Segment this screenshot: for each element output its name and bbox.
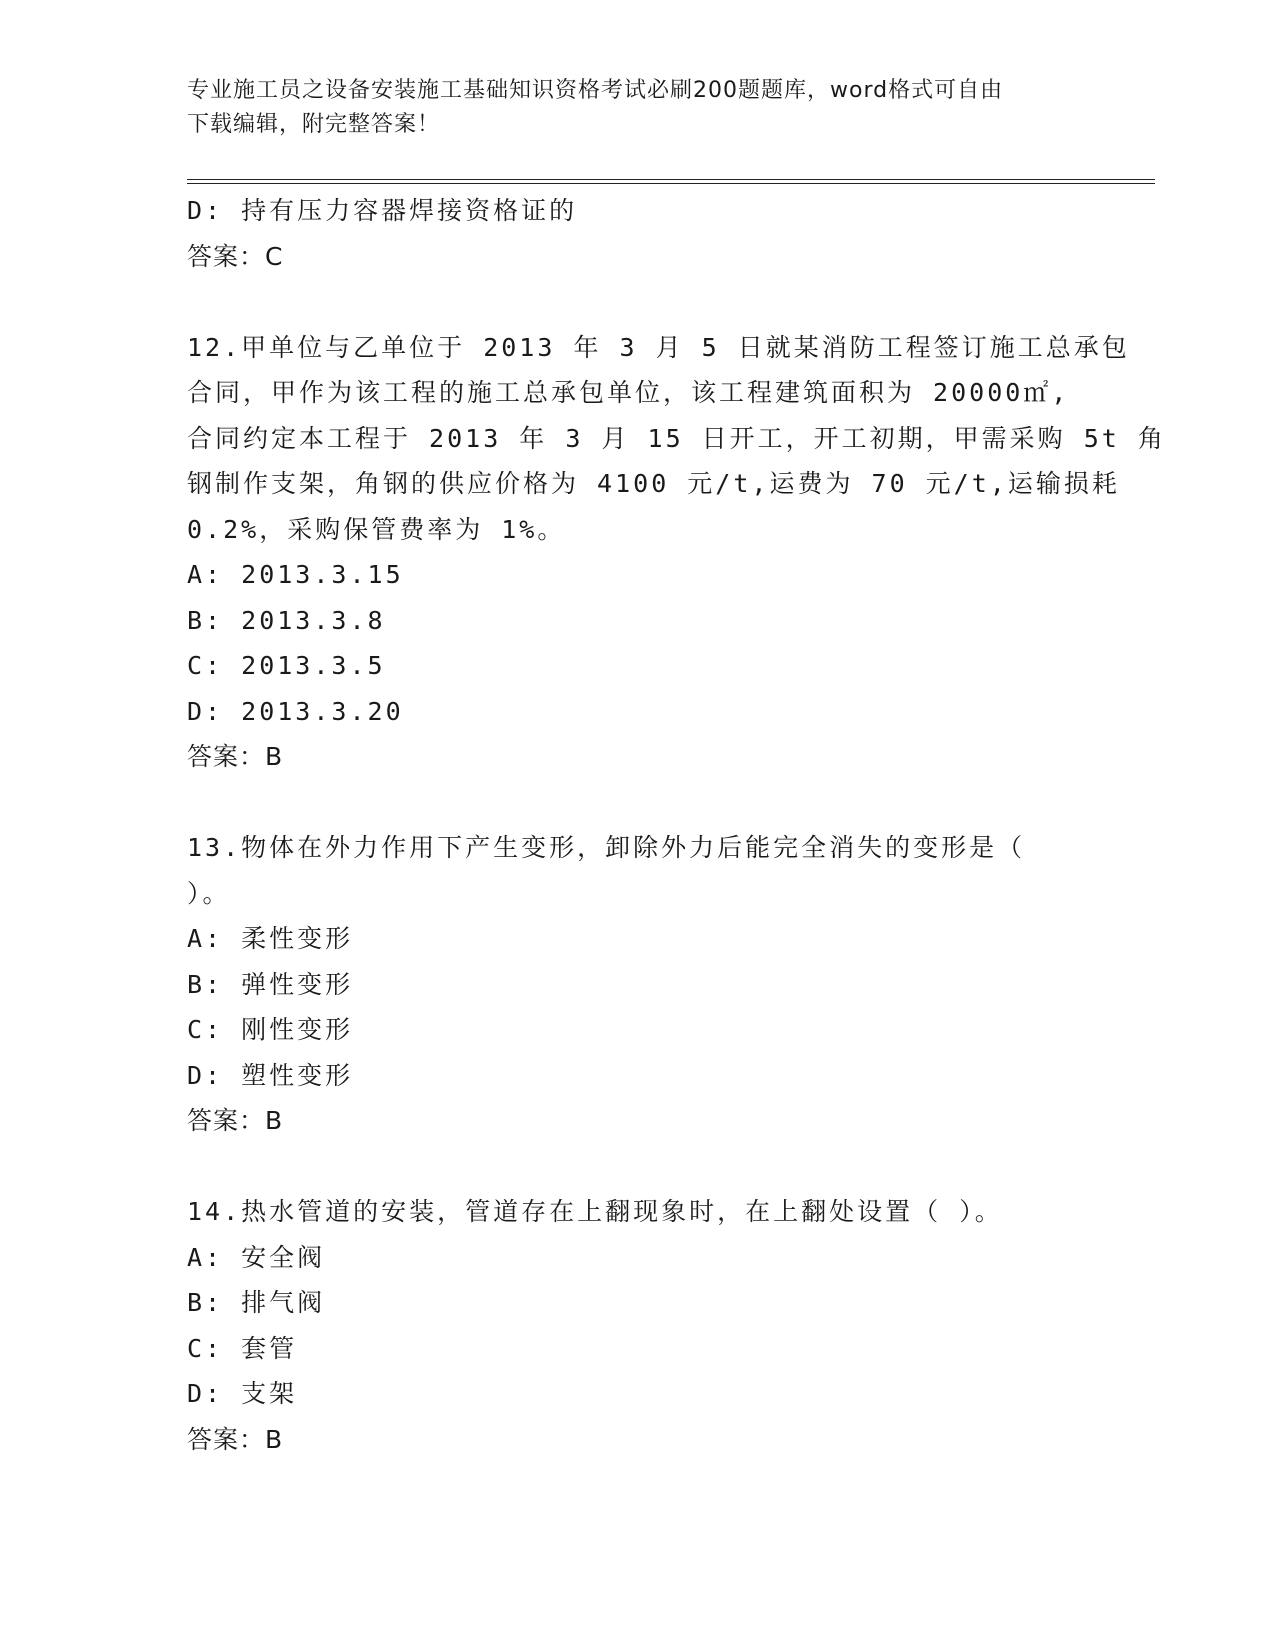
question-14-option-c: C: 套管 [187, 1333, 298, 1363]
header-line-2: 下载编辑，附完整答案！ [187, 112, 441, 137]
question-14-answer: 答案：B [187, 1424, 284, 1454]
question-14-option-a: A: 安全阀 [187, 1242, 326, 1272]
prev-answer: 答案：C [187, 241, 284, 271]
question-14 [187, 1189, 1087, 1462]
question-13-text-line: 13.物体在外力作用下产生变形，卸除外力后能完全消失的变形是（ [187, 833, 1026, 862]
spacer [187, 780, 1087, 826]
question-12-option-a: A: 2013.3.15 [187, 560, 404, 589]
question-12-option-c: C: 2013.3.5 [187, 651, 386, 680]
question-14-text-line: 14.热水管道的安装，管道存在上翻现象时，在上翻处设置（ ）。 [187, 1197, 1003, 1226]
header-divider-bottom [187, 183, 1155, 184]
spacer [187, 279, 1087, 325]
question-12-answer: 答案：B [187, 742, 284, 771]
question-13-answer: 答案：B [187, 1106, 284, 1135]
question-13-text-line: ）。 [187, 878, 231, 908]
prev-option-d: D: 持有压力容器焊接资格证的 [187, 196, 578, 225]
question-14-option-b: B: 排气阀 [187, 1288, 326, 1317]
document-header [187, 74, 1067, 142]
question-13-option-b: B: 弹性变形 [187, 969, 354, 999]
question-12-text-line: 0.2%，采购保管费率为 1%。 [187, 514, 566, 544]
question-14-option-d: D: 支架 [187, 1379, 298, 1408]
question-12-text-line: 合同，甲作为该工程的施工总承包单位，该工程建筑面积为 20000㎡, [187, 378, 1070, 407]
question-12 [187, 325, 1166, 780]
question-13-option-a: A: 柔性变形 [187, 924, 354, 953]
spacer [187, 1144, 1087, 1190]
question-12-text-line: 钢制作支架，角钢的供应价格为 4100 元/t,运费为 70 元/t,运输损耗 [187, 469, 1120, 498]
question-12-option-b: B: 2013.3.8 [187, 605, 386, 635]
question-12-option-d: D: 2013.3.20 [187, 696, 404, 726]
question-12-text-line: 合同约定本工程于 2013 年 3 月 15 日开工，开工初期，甲需采购 5t 角 [187, 423, 1166, 453]
question-content [187, 188, 1166, 1462]
question-13-option-c: C: 刚性变形 [187, 1015, 354, 1044]
question-12-text-line: 12.甲单位与乙单位于 2013 年 3 月 5 日就某消防工程签订施工总承包 [187, 332, 1130, 362]
header-divider-top [187, 179, 1155, 180]
question-13 [187, 825, 1087, 1144]
header-line-1: 专业施工员之设备安装施工基础知识资格考试必刷200题题库，word格式可自由 [187, 78, 1004, 103]
question-13-option-d: D: 塑性变形 [187, 1060, 354, 1090]
